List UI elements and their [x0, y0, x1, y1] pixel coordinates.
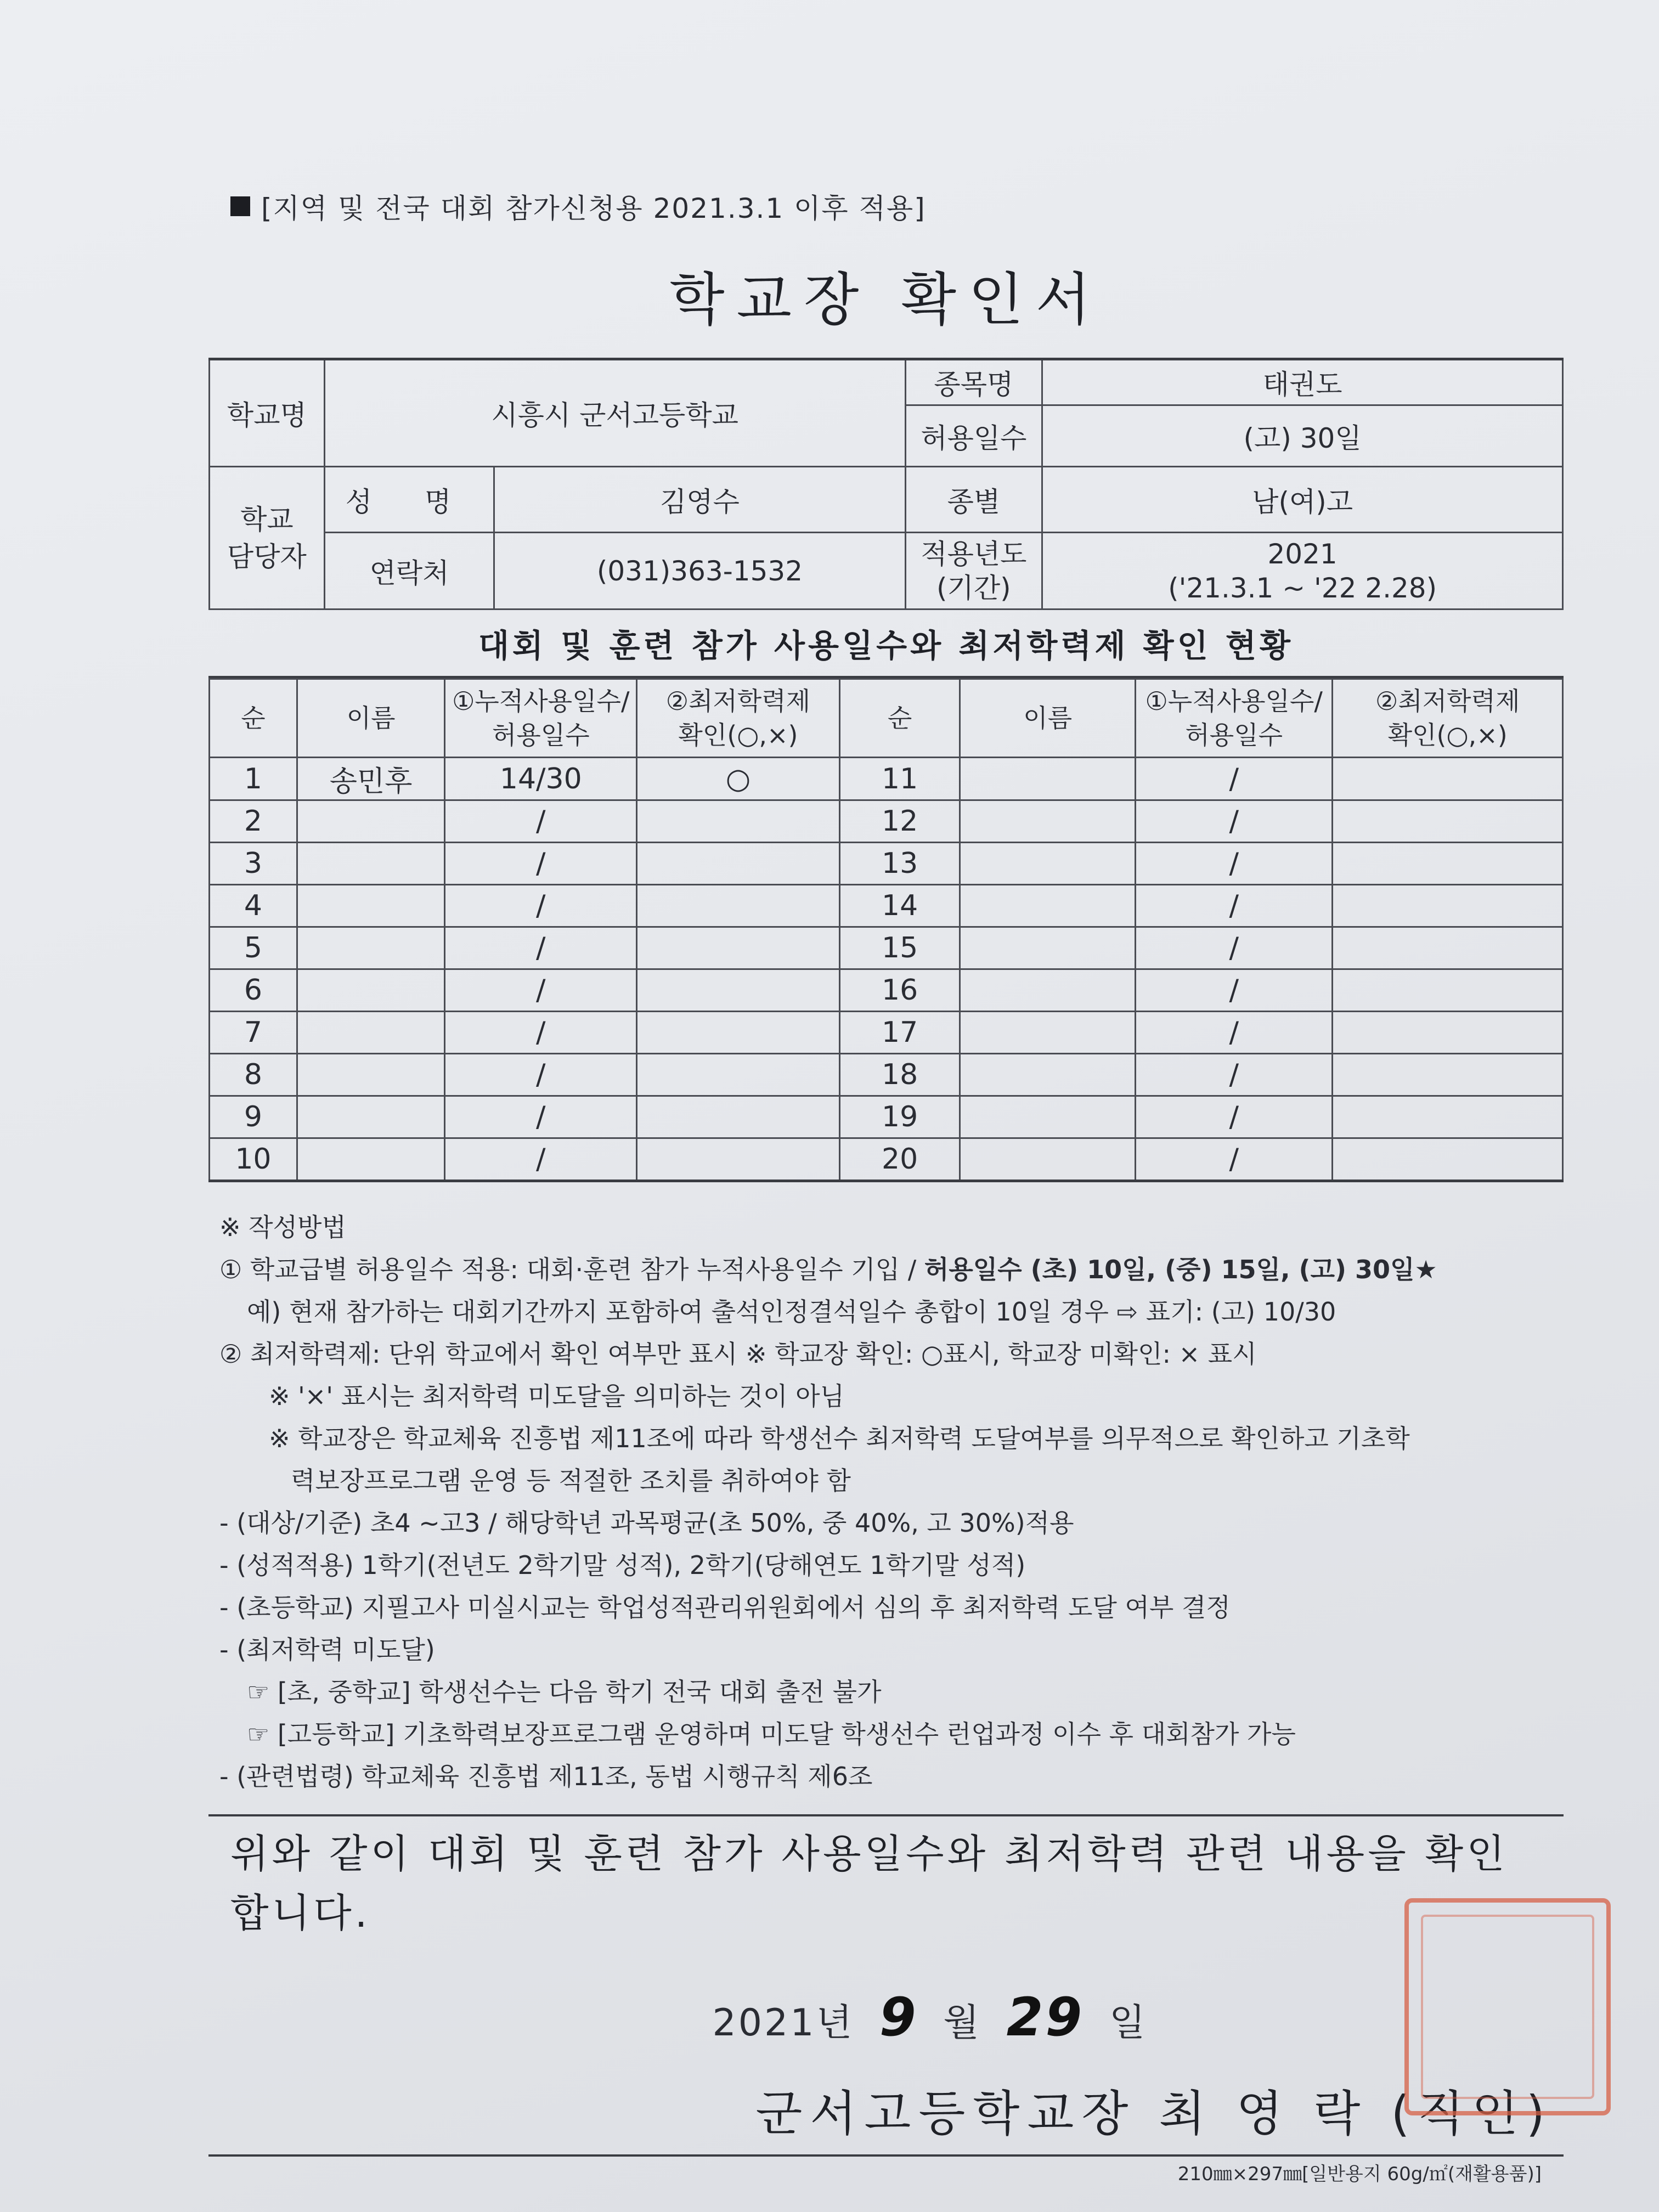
row-name-right — [960, 758, 1136, 800]
date-year: 2021년 — [712, 2001, 855, 2045]
header-name-right: 이름 — [960, 679, 1136, 758]
detail-below-minimum-b: ☞ [고등학교] 기초학력보장프로그램 운영하며 미도달 학생선수 런업과정 이수 후 대회참가 가능 — [247, 1719, 1296, 1749]
roster-table — [208, 678, 1564, 1182]
year-value: 2021 — [1267, 538, 1338, 570]
header-no-left: 순 — [210, 679, 297, 758]
row-name-left — [297, 1012, 445, 1054]
row-days-left: / — [445, 969, 637, 1012]
date-month-unit: 월 — [943, 2001, 981, 2045]
row-days-left: / — [445, 1096, 637, 1138]
square-bullet-icon — [230, 196, 250, 216]
detail-target: - (대상/기준) 초4 ~고3 / 해당학년 과목평균(초 50%, 중 40%, 고 30%)적용 — [219, 1508, 1074, 1538]
row-no-right: 19 — [839, 1096, 960, 1138]
row-days-right: / — [1135, 1054, 1332, 1096]
row-name-left — [297, 1138, 445, 1181]
header-academic-left: ②최저학력제 확인(○,×) — [637, 679, 840, 758]
row-days-right: / — [1135, 1138, 1332, 1181]
table-row — [210, 843, 1563, 885]
detail-laws: - (관련법령) 학교체육 진흥법 제11조, 동법 시행규칙 제6조 — [219, 1762, 873, 1791]
table-row — [210, 1054, 1563, 1096]
row-academic-right — [1333, 800, 1563, 843]
row-days-left: / — [445, 800, 637, 843]
row-days-left: / — [445, 1012, 637, 1054]
roster-title: 대회 및 훈련 참가 사용일수와 최저학력제 확인 현황 — [208, 610, 1564, 678]
row-academic-right — [1333, 969, 1563, 1012]
confirm-divider — [208, 1814, 1564, 1816]
row-days-left: / — [445, 1054, 637, 1096]
row-name-right — [960, 800, 1136, 843]
table-row — [210, 1012, 1563, 1054]
row-academic-left: ○ — [637, 758, 840, 800]
instructions-heading: ※ 작성방법 — [219, 1212, 346, 1242]
row-no-left: 3 — [210, 843, 297, 885]
signer: 군서고등학교장 최 영 락 (직인) — [755, 2085, 1553, 2142]
contact-value: (031)363-1532 — [494, 533, 905, 610]
row-days-left: / — [445, 1138, 637, 1181]
row-academic-left — [637, 969, 840, 1012]
table-row — [210, 758, 1563, 800]
school-label: 학교명 — [210, 359, 325, 467]
detail-below-minimum-a: ☞ [초, 중학교] 학생선수는 다음 학기 전국 대회 출전 불가 — [247, 1677, 882, 1707]
instruction-2-note-b-cont: 력보장프로그램 운영 등 적절한 조치를 취하여야 함 — [291, 1466, 851, 1496]
row-academic-left — [637, 885, 840, 927]
confirm-text: 위와 같이 대회 및 훈련 참가 사용일수와 최저학력 관련 내용을 확인합니다. — [230, 1831, 1508, 1936]
row-name-left: 송민후 — [297, 758, 445, 800]
row-days-left: / — [445, 885, 637, 927]
row-no-left: 1 — [210, 758, 297, 800]
row-days-right: / — [1135, 885, 1332, 927]
instruction-1 — [219, 1249, 1564, 1291]
instructions — [219, 1206, 1564, 1798]
row-name-left — [297, 969, 445, 1012]
seal-inner-border — [1421, 1915, 1594, 2099]
header-days-right: ①누적사용일수/ 허용일수 — [1135, 679, 1332, 758]
row-days-right: / — [1135, 927, 1332, 969]
header-note — [230, 187, 1564, 226]
row-days-right: / — [1135, 843, 1332, 885]
table-row — [210, 1096, 1563, 1138]
date-month-handwritten: 9 — [879, 1987, 918, 2048]
header-academic-right: ②최저학력제 확인(○,×) — [1333, 679, 1563, 758]
year-label: 적용년도 (기간) — [905, 533, 1042, 610]
instruction-2-note-b: ※ 학교장은 학교체육 진흥법 제11조에 따라 학생선수 최저학력 도달여부를 의무적으로 확인하고 기초학 — [269, 1424, 1410, 1453]
row-no-right: 14 — [839, 885, 960, 927]
row-name-right — [960, 1096, 1136, 1138]
row-days-right: / — [1135, 969, 1332, 1012]
row-academic-left — [637, 1138, 840, 1181]
allowed-days-label: 허용일수 — [905, 405, 1042, 467]
name-value: 김영수 — [494, 467, 905, 533]
row-name-left — [297, 1096, 445, 1138]
row-days-left: / — [445, 843, 637, 885]
official-seal-stamp — [1404, 1898, 1611, 2115]
table-row — [210, 969, 1563, 1012]
row-academic-left — [637, 843, 840, 885]
row-academic-left — [637, 1096, 840, 1138]
row-no-left: 6 — [210, 969, 297, 1012]
school-value: 시흥시 군서고등학교 — [324, 359, 905, 467]
row-name-left — [297, 800, 445, 843]
gender-label: 종별 — [905, 467, 1042, 533]
row-no-left: 9 — [210, 1096, 297, 1138]
row-academic-left — [637, 1054, 840, 1096]
footer-divider — [208, 2154, 1564, 2157]
gender-value: 남(여)고 — [1042, 467, 1563, 533]
row-no-left: 2 — [210, 800, 297, 843]
detail-below-minimum: - (최저학력 미도달) — [219, 1635, 435, 1664]
row-no-right: 12 — [839, 800, 960, 843]
row-name-right — [960, 1054, 1136, 1096]
header-no-right: 순 — [839, 679, 960, 758]
detail-grades: - (성적적용) 1학기(전년도 2학기말 성적), 2학기(당해연도 1학기말 성적) — [219, 1550, 1026, 1580]
row-name-right — [960, 885, 1136, 927]
row-academic-right — [1333, 843, 1563, 885]
roster-header-row — [210, 679, 1563, 758]
detail-elementary: - (초등학교) 지필고사 미실시교는 학업성적관리위원회에서 심의 후 최저학력 도달 여부 결정 — [219, 1593, 1231, 1622]
document-content — [208, 187, 1564, 2186]
allowed-days-value: (고) 30일 — [1042, 405, 1563, 467]
instruction-1-bold: 허용일수 (초) 10일, (중) 15일, (고) 30일★ — [924, 1255, 1437, 1284]
row-academic-right — [1333, 758, 1563, 800]
row-name-right — [960, 1012, 1136, 1054]
instruction-1-example: 예) 현재 참가하는 대회기간까지 포함하여 출석인정결석일수 총합이 10일 경우 ⇨ 표기: (고) 10/30 — [247, 1297, 1336, 1327]
row-academic-right — [1333, 885, 1563, 927]
row-days-right: / — [1135, 800, 1332, 843]
row-days-left: / — [445, 927, 637, 969]
instruction-2-note-a: ※ '×' 표시는 최저학력 미도달을 의미하는 것이 아님 — [269, 1381, 845, 1411]
table-row — [210, 800, 1563, 843]
table-row — [210, 885, 1563, 927]
row-name-left — [297, 885, 445, 927]
row-academic-left — [637, 1012, 840, 1054]
row-no-left: 10 — [210, 1138, 297, 1181]
instruction-1-text: ① 학교급별 허용일수 적용: 대회·훈련 참가 누적사용일수 기입 / — [219, 1255, 924, 1284]
page-title: 학교장 확인서 — [669, 266, 1103, 333]
row-academic-right — [1333, 927, 1563, 969]
period-value: ('21.3.1 ~ '22 2.28) — [1168, 572, 1437, 604]
event-value: 태권도 — [1042, 359, 1563, 405]
row-days-right: / — [1135, 758, 1332, 800]
row-no-right: 11 — [839, 758, 960, 800]
row-academic-left — [637, 800, 840, 843]
date-day-handwritten: 29 — [1006, 1987, 1085, 2048]
row-academic-right — [1333, 1012, 1563, 1054]
header-name-left: 이름 — [297, 679, 445, 758]
paper-spec: 210㎜×297㎜[일반용지 60g/㎡(재활용품)] — [1177, 2163, 1542, 2185]
row-no-right: 18 — [839, 1054, 960, 1096]
row-no-left: 8 — [210, 1054, 297, 1096]
row-no-right: 20 — [839, 1138, 960, 1181]
table-row — [210, 1138, 1563, 1181]
row-days-right: / — [1135, 1096, 1332, 1138]
row-name-left — [297, 843, 445, 885]
row-no-left: 5 — [210, 927, 297, 969]
event-label: 종목명 — [905, 359, 1042, 405]
header-days-left: ①누적사용일수/ 허용일수 — [445, 679, 637, 758]
row-name-left — [297, 927, 445, 969]
row-academic-right — [1333, 1138, 1563, 1181]
year-cell — [1042, 533, 1563, 610]
header-note-text: [지역 및 전국 대회 참가신청용 2021.3.1 이후 적용] — [261, 193, 926, 224]
row-no-right: 17 — [839, 1012, 960, 1054]
row-name-right — [960, 1138, 1136, 1181]
table-row — [210, 927, 1563, 969]
contact-label: 연락처 — [324, 533, 494, 610]
instruction-2: ② 최저학력제: 단위 학교에서 확인 여부만 표시 ※ 학교장 확인: ○표시, 학교장 미확인: × 표시 — [219, 1339, 1257, 1369]
signature-date — [208, 1987, 1564, 2048]
row-name-right — [960, 843, 1136, 885]
name-label: 성 명 — [324, 467, 494, 533]
row-no-right: 16 — [839, 969, 960, 1012]
row-name-right — [960, 969, 1136, 1012]
roster-body — [210, 758, 1563, 1181]
row-no-left: 7 — [210, 1012, 297, 1054]
manager-label: 학교 담당자 — [210, 467, 325, 610]
row-no-left: 4 — [210, 885, 297, 927]
row-academic-left — [637, 927, 840, 969]
row-academic-right — [1333, 1096, 1563, 1138]
row-name-right — [960, 927, 1136, 969]
row-academic-right — [1333, 1054, 1563, 1096]
row-days-left: 14/30 — [445, 758, 637, 800]
info-table — [208, 358, 1564, 610]
date-day-unit: 일 — [1109, 2001, 1148, 2045]
row-name-left — [297, 1054, 445, 1096]
row-no-right: 13 — [839, 843, 960, 885]
row-no-right: 15 — [839, 927, 960, 969]
row-days-right: / — [1135, 1012, 1332, 1054]
